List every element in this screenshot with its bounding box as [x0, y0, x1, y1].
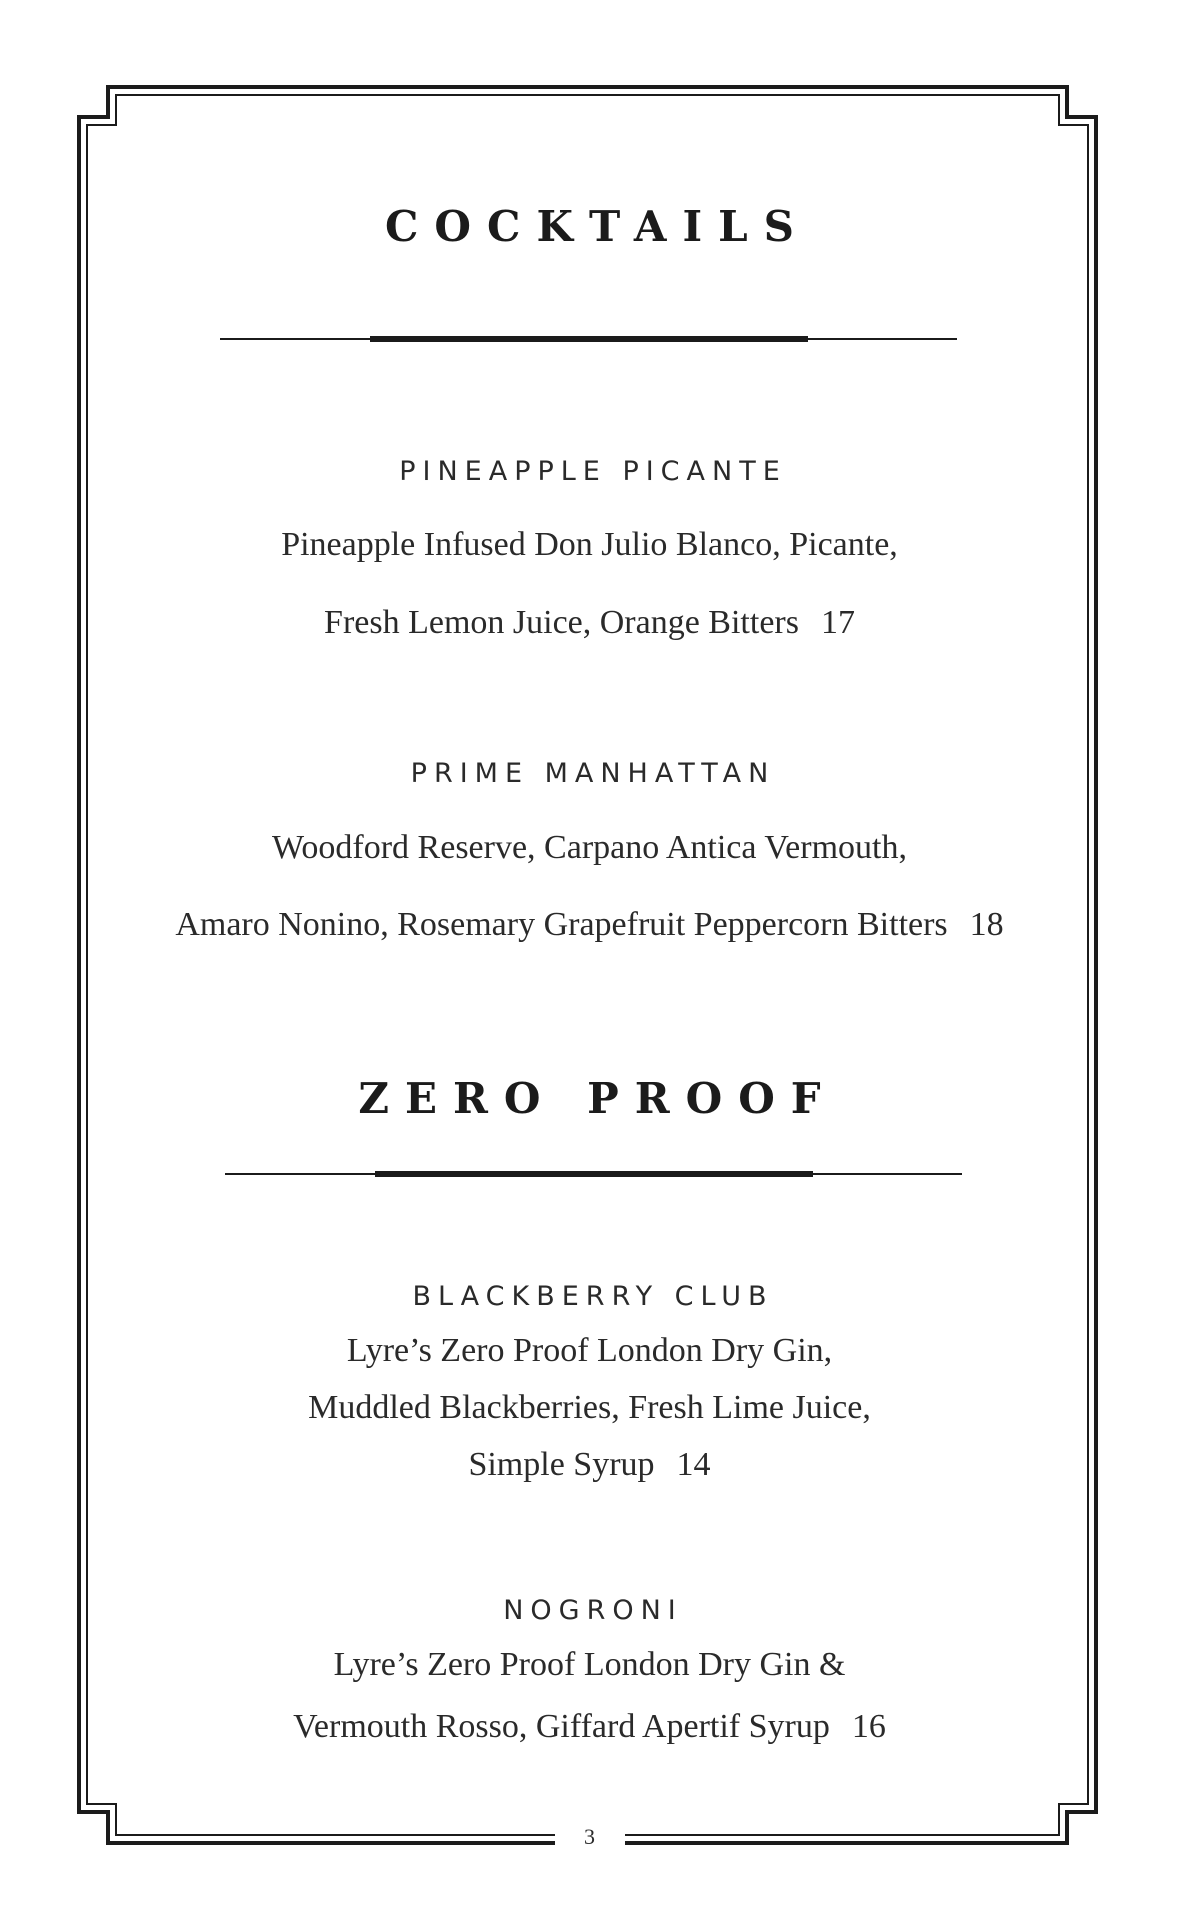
- item-price: 17: [820, 604, 855, 641]
- item-price: 14: [676, 1446, 711, 1483]
- item-description-line: Pineapple Infused Don Julio Blanco, Picante,: [281, 526, 898, 563]
- page-number: 3: [584, 1824, 595, 1849]
- item-description-line: Simple Syrup 14: [468, 1446, 711, 1483]
- item-description-line: Lyre’s Zero Proof London Dry Gin &: [333, 1646, 846, 1683]
- item-price: 16: [851, 1708, 886, 1745]
- item-description-line: Fresh Lemon Juice, Orange Bitters 17: [324, 604, 855, 641]
- section-divider-zero-proof: [0, 1168, 1179, 1180]
- item-description-line: Woodford Reserve, Carpano Antica Vermouth,: [272, 829, 907, 866]
- item-name-pineapple-picante: PINEAPPLE PICANTE: [399, 456, 787, 487]
- section-divider-cocktails: [0, 333, 1179, 345]
- section-title-cocktails: COCKTAILS: [385, 202, 810, 251]
- section-title-zero-proof: ZERO PROOF: [358, 1074, 837, 1123]
- item-description-line: Vermouth Rosso, Giffard Apertif Syrup 16: [293, 1708, 886, 1745]
- item-name-prime-manhattan: PRIME MANHATTAN: [410, 758, 776, 789]
- item-description-line: Lyre’s Zero Proof London Dry Gin,: [346, 1332, 833, 1369]
- item-price: 18: [969, 906, 1004, 943]
- item-description-line: Amaro Nonino, Rosemary Grapefruit Peppercorn Bitters 18: [175, 906, 1004, 943]
- item-name-nogroni: NOGRONI: [503, 1595, 683, 1626]
- item-name-blackberry-club: BLACKBERRY CLUB: [412, 1281, 774, 1312]
- item-description-line: Muddled Blackberries, Fresh Lime Juice,: [308, 1389, 871, 1426]
